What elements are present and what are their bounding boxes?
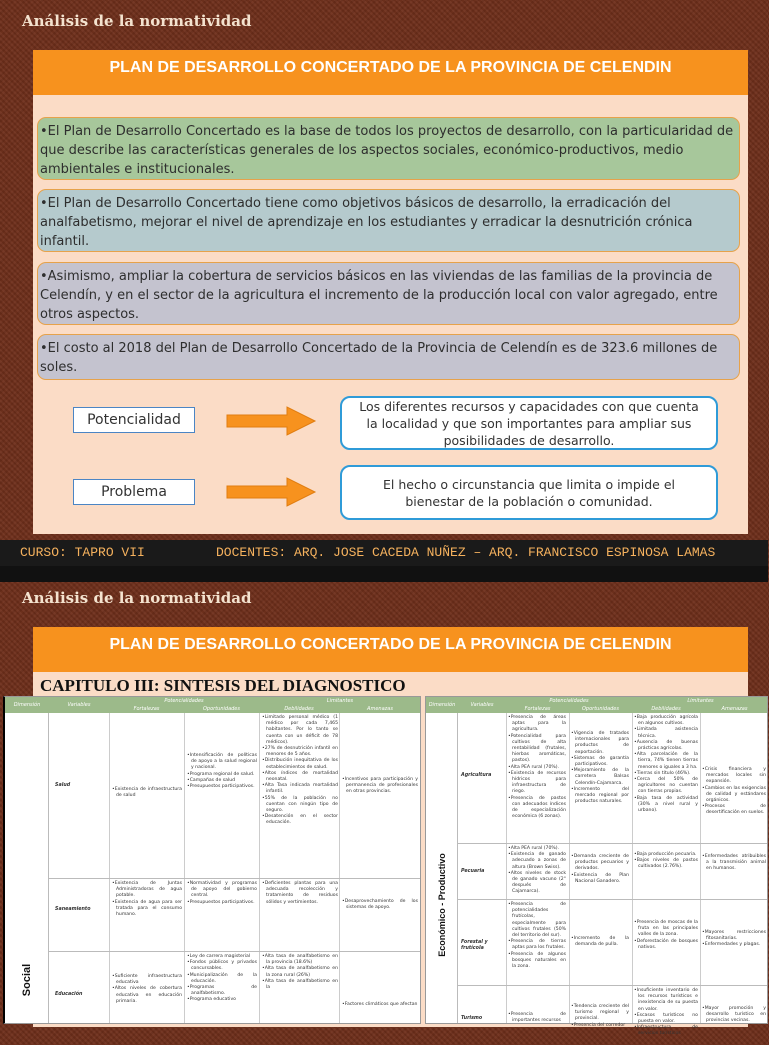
list-item: • Existencia de ganado adecuado a zonas de altura (Brown Swiss). [508, 852, 566, 871]
header-potencialidades: Potencialidades [164, 698, 204, 704]
bullet-list [112, 974, 182, 1005]
dimension-cell [5, 713, 49, 1023]
list-item: • Sistemas de garantía participativos. [571, 756, 629, 768]
oportunidades-cell [571, 854, 629, 885]
list-item: • Incentivos para participación y permanencia de profesionales en otras provincias. [342, 777, 418, 796]
list-item: • Normatividad y programas de apoyo del gobierno central. [187, 881, 257, 900]
list-item: • Programa educativo [187, 997, 257, 1003]
list-item: • Baja producción agrícola en algunos cultivos. [634, 715, 698, 727]
slide-heading: Análisis de la normatividad [22, 589, 252, 607]
debilidades-cell [262, 715, 338, 827]
bullet-list [112, 787, 182, 799]
bullet-list [508, 1012, 566, 1024]
teachers-names: DOCENTES: ARQ. JOSE CACEDA NUÑEZ – ARQ. FRANCISCO ESPINOSA LAMAS [216, 545, 716, 560]
bullet-list [262, 715, 338, 827]
list-item: • Altos niveles de cobertura educativa en educación primaria. [112, 986, 182, 1005]
header-oportunidades: Oportunidades [581, 706, 619, 712]
oportunidades-cell [571, 1004, 629, 1029]
list-item: • Alta tasa de analfabetismo en la provincia (18.6%) [262, 954, 338, 966]
list-item: • 55% de la población no cuentan con ningún tipo de seguro. [262, 796, 338, 815]
diagnostic-table-economic [425, 696, 768, 1037]
amenazas-cell [702, 930, 766, 949]
bullet-item: •Asimismo, ampliar la cobertura de servicios básicos en las viviendas de las familias de la provincia de Celendín, y en el sector de la agricultura el incremento de la producción local con valor agregado, entre otros aspectos. [37, 262, 740, 325]
list-item: • Tendencia creciente del turismo regional y provincial. [571, 1004, 629, 1023]
table-header [426, 697, 767, 713]
bullet-list [571, 854, 629, 885]
diagnostic-table-social [3, 696, 421, 1024]
slide-diagnostic-synthesis [0, 582, 768, 1037]
list-item: • Procesos de desertificación en suelos. [702, 804, 766, 816]
bullet-list [634, 852, 698, 871]
debilidades-cell [634, 920, 698, 951]
header-variables: Variables [67, 702, 91, 708]
list-item: • Enfermedades y plagas. [702, 942, 766, 948]
list-item: • Municipalización de la educación. [187, 973, 257, 985]
list-item: • Factores climáticos que afectan [342, 1002, 418, 1008]
bullet-list [634, 715, 698, 814]
fortalezas-cell [112, 787, 182, 799]
fortalezas-cell [508, 1012, 566, 1024]
list-item: • Infraestructura de servicios turísticos [634, 1025, 698, 1037]
list-item: • Baja tasa de actividad (30% a nivel rural y urbano). [634, 796, 698, 815]
list-item: • Distribución inequitativa de los establecimientos de salud. [262, 758, 338, 770]
bullet-list [187, 753, 257, 790]
header-dimension: Dimensión [428, 702, 456, 708]
oportunidades-cell [187, 954, 257, 1004]
fortalezas-cell [112, 974, 182, 1005]
list-item: • Insuficiente inventario de los recursos turísticos e inexistencia de su puesta en valor. [634, 988, 698, 1013]
list-item: • Presencia de moscas de la fruta en las principales valles de la zona. [634, 920, 698, 939]
list-item: • Baja producción pecuaria. [634, 852, 698, 858]
debilidades-cell [634, 852, 698, 871]
header-amenazas: Amenazas [367, 706, 393, 712]
bullet-item: •El Plan de Desarrollo Concertado es la base de todos los proyectos de desarrollo, con la particularidad de que describe las características generales de los aspectos sociales, económico-productivos, medio ambientales e institucionales. [37, 117, 740, 180]
bullet-list [508, 846, 566, 896]
fortalezas-cell [112, 881, 182, 918]
arrow-right-icon [227, 475, 317, 509]
definition-text: Los diferentes recursos y capacidades con que cuenta la localidad y que son importantes para ampliar sus posibilidades de desarrollo. [359, 398, 699, 448]
list-item: • Presencia del corredor [571, 1023, 629, 1029]
list-item: • Altos índices de mortalidad neonatal. [262, 771, 338, 783]
term-problema: Problema [73, 479, 195, 505]
bullet-list [112, 881, 182, 918]
list-item: • Alta PEA rural (70%). [508, 846, 566, 852]
list-item: • Existencia de recursos hídricos para infraestructura de riego. [508, 771, 566, 796]
header-variables: Variables [470, 702, 494, 708]
banner-title: PLAN DE DESARROLLO CONCERTADO DE LA PROVINCIA DE CELENDIN [109, 59, 672, 76]
list-item: • Programas de analfabetismo. [187, 985, 257, 997]
definition-potencialidad [340, 396, 718, 450]
list-item: • Deficientes plantas para una adecuada recolección y tratamiento de residuos sólidos y vertimientos. [262, 881, 338, 906]
list-item: • Existencia de infraestructura de salud [112, 787, 182, 799]
debilidades-cell [262, 954, 338, 991]
course-footer [0, 540, 768, 566]
list-item: • Mejoramiento de la carretera Balsas Celendín-Cajamarca. [571, 768, 629, 787]
list-item: • Cerca del 50% de agricultores no cuentan con tierras propias. [634, 777, 698, 796]
list-item: • Presencia de tierras aptas para los frutales. [508, 939, 566, 951]
list-item: • Incremento del mercado regional por productos naturales. [571, 787, 629, 806]
bullet-list [702, 930, 766, 949]
oportunidades-cell [187, 753, 257, 790]
table-row [458, 713, 767, 843]
list-item: • Suficiente infraestructura educativa [112, 974, 182, 986]
list-item: • Presupuestos participativos. [187, 784, 257, 790]
amenazas-cell [702, 1006, 766, 1025]
list-item: • Mayor promoción y desarrollo turístico en provincias vecinas. [702, 1006, 766, 1025]
term-potencialidad: Potencialidad [73, 407, 195, 433]
list-item: • Presupuestos participativos. [187, 900, 257, 906]
table-row [458, 899, 767, 985]
header-fortalezas: Fortalezas [524, 706, 551, 712]
amenazas-cell [342, 899, 418, 911]
amenazas-cell [342, 777, 418, 796]
header-limitantes: Limitantes [687, 698, 714, 704]
list-item: • Altos niveles de stock de ganado vacuno (2° después de Cajamarca). [508, 871, 566, 896]
dimension-label: Económico - Productivo [436, 853, 447, 957]
list-item: • Desatención en el sector educación. [262, 814, 338, 826]
list-item: • Existencia de Juntas Administradoras de agua potable. [112, 881, 182, 900]
list-item: • Enfermedades atribuibles a la transmisión animal en humanos. [702, 854, 766, 873]
list-item: • Demanda creciente de productos pecuarios y derivados. [571, 854, 629, 873]
list-item: • Fondos públicos y privados concursables. [187, 960, 257, 972]
list-item: • Limitada asistencia técnica. [634, 727, 698, 739]
table-row [49, 951, 420, 1031]
dimension-label: Social [20, 963, 33, 996]
bullet-list [187, 954, 257, 1004]
list-item: • Limitado personal médico (1 médico por cada 7,465 habitantes. Por lo tanto se cuenta con un déficit de 78 médicos). [262, 715, 338, 746]
bullet-list [571, 1004, 629, 1029]
bullet-list [342, 1002, 418, 1008]
bullet-item: •El costo al 2018 del Plan de Desarrollo Concertado de la Provincia de Celendín es de 323.6 millones de soles. [37, 334, 740, 380]
bullet-list [508, 902, 566, 970]
arrow-right-icon [227, 404, 317, 438]
list-item: • Alta parcelación de la tierra, 74% tienen tierras menores o iguales a 3 ha. [634, 752, 698, 771]
list-item: • Alta Tasa indicada mortalidad infantil. [262, 783, 338, 795]
variable-label: Turismo [461, 1016, 483, 1021]
definition-problema [340, 465, 718, 520]
dimension-cell [426, 713, 458, 1023]
fortalezas-cell [508, 846, 566, 896]
list-item: • Programa regional de salud. [187, 772, 257, 778]
header-debilidades: Debilidades [651, 706, 681, 712]
bullet-list [342, 899, 418, 911]
list-item: • Presencia de pastos con adecuados índices de especialización económica (6 zonas). [508, 796, 566, 821]
list-item: • Incremento de la demanda de pulla. [571, 936, 629, 948]
bullet-list [342, 777, 418, 796]
bullet-list [634, 988, 698, 1038]
list-item: • Crisis financiera y mercados locales sin expansión. [702, 767, 766, 786]
variable-label: Salud [55, 783, 71, 788]
title-banner [33, 627, 748, 672]
bullet-list [571, 936, 629, 948]
variable-label: Forestal y frutícola [461, 940, 488, 952]
header-fortalezas: Fortalezas [133, 706, 160, 712]
variable-label: Saneamiento [55, 907, 91, 912]
list-item: • Presencia de potencialidades frutícolas, especialmente para cultivos frutales (50% del territorio del sur). [508, 902, 566, 939]
list-item: • Potencialidad para cultivos de alta rentabilidad (frutales, hierbas aromáticas, pastos). [508, 734, 566, 765]
amenazas-cell [702, 854, 766, 873]
list-item: • Cambios en las exigencias de calidad y estándares orgánicos. [702, 786, 766, 805]
bullet-list [508, 715, 566, 820]
variable-label: Pecuaria [461, 869, 485, 874]
list-item: • 27% de desnutrición infantil en menores de 5 años. [262, 746, 338, 758]
table-row [458, 843, 767, 899]
table-row [49, 878, 420, 951]
amenazas-cell [342, 1002, 418, 1008]
fortalezas-cell [508, 902, 566, 970]
header-debilidades: Debilidades [284, 706, 314, 712]
header-limitantes: Limitantes [326, 698, 354, 704]
bullet-list [634, 920, 698, 951]
banner-title: PLAN DE DESARROLLO CONCERTADO DE LA PROVINCIA DE CELENDIN [109, 636, 672, 653]
table-row [49, 713, 420, 878]
fortalezas-cell [508, 715, 566, 820]
bullet-list [702, 1006, 766, 1025]
list-item: • Vigencia de tratados internacionales para productos de exportación. [571, 731, 629, 756]
list-item: • Ausencia de buenas prácticas agrícolas. [634, 740, 698, 752]
bullet-list [702, 767, 766, 817]
list-item: • Mayores restricciones fitosanitarias. [702, 930, 766, 942]
bullet-list [262, 954, 338, 991]
oportunidades-cell [571, 731, 629, 805]
list-item: • Existencia de Plan Nacional Ganadero. [571, 873, 629, 885]
list-item: • Presencia de importantes recursos [508, 1012, 566, 1024]
list-item: • Desaprovechamiento de los sistemas de apoyo. [342, 899, 418, 911]
debilidades-cell [634, 988, 698, 1038]
amenazas-cell [702, 767, 766, 817]
header-potencialidades: Potencialidades [549, 698, 589, 704]
list-item: • Ley de carrera magisterial [187, 954, 257, 960]
list-item: • Alta tasa de analfabetismo en la zona rural (26%) [262, 966, 338, 978]
table-header [5, 697, 420, 713]
list-item: • Escasos turísticos no puesta en valor. [634, 1013, 698, 1025]
header-amenazas: Amenazas [721, 706, 748, 712]
list-item: • Bajos niveles de pastos cultivados (2.76%). [634, 858, 698, 870]
list-item: • Tierras sin título (46%). [634, 771, 698, 777]
list-item: • Campañas de salud [187, 778, 257, 784]
slide-divider [0, 566, 768, 582]
title-banner [33, 50, 748, 95]
bullet-item: •El Plan de Desarrollo Concertado tiene como objetivos básicos de desarrollo, la erradicación del analfabetismo, mejorar el nivel de aprendizaje en los estudiantes y erradicar la desnutrición crónica infantil. [37, 189, 740, 252]
header-oportunidades: Oportunidades [202, 706, 240, 712]
debilidades-cell [262, 881, 338, 906]
variable-label: Educación [55, 992, 83, 997]
oportunidades-cell [571, 936, 629, 948]
definition-text: El hecho o circunstancia que limita o impide el bienestar de la población o comunidad. [383, 476, 675, 509]
list-item: • Alta PEA rural (70%). [508, 765, 566, 771]
bullet-list [187, 881, 257, 906]
table-row [458, 985, 767, 1045]
slide-heading: Análisis de la normatividad [22, 12, 252, 30]
list-item: • Deforestación de bosques nativos. [634, 939, 698, 951]
variable-label: Agricultura [461, 773, 492, 778]
list-item: • Presencia de algunos bosques naturales en la zona. [508, 952, 566, 971]
chapter-title: CAPITULO III: SINTESIS DEL DIAGNOSTICO [40, 676, 406, 695]
list-item: • Alta tasa de analfabetismo en la [262, 979, 338, 991]
bullet-list [702, 854, 766, 873]
bullet-list [262, 881, 338, 906]
header-dimension: Dimensión [13, 702, 41, 708]
bullet-list [571, 731, 629, 805]
list-item: • Intensificación de políticas de apoyo a la salud regional y nacional. [187, 753, 257, 772]
oportunidades-cell [187, 881, 257, 906]
list-item: • Presencia de áreas aptas para la agricultura. [508, 715, 566, 734]
list-item: • Existencia de agua para ser tratada para el consumo humano. [112, 900, 182, 919]
debilidades-cell [634, 715, 698, 814]
course-name: CURSO: TAPRO VII [20, 545, 145, 560]
